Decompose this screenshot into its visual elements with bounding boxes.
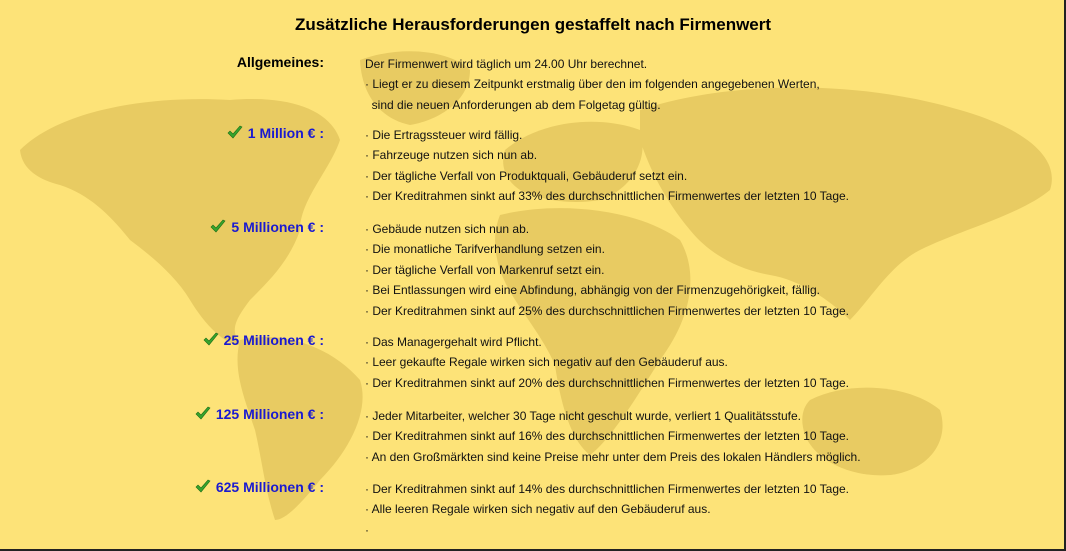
tier-label [203,332,324,348]
tier-description [365,54,820,115]
tier-description [365,219,849,321]
description-line: Der Firmenwert wird täglich um 24.00 Uhr berechnet. [365,57,648,71]
check-icon [203,332,219,346]
tier-label-text: 625 Millionen € : [215,479,324,495]
check-icon [195,479,211,493]
page-title: Zusätzliche Herausforderungen gestaffelt nach Firmenwert [294,15,772,34]
tier-label-text: 25 Millionen € : [223,332,324,348]
description-line: · Leer gekaufte Regale wirken sich negativ auf den Gebäuderuf aus. [365,355,728,370]
description-line: · [365,522,369,537]
description-line: · Alle leeren Regale wirken sich negativ auf den Gebäuderuf aus. [365,502,711,517]
tier-description [365,406,861,467]
description-line: · Liegt er zu diesem Zeitpunkt erstmalig über den im folgenden angegebenen Werten, [365,77,820,92]
description-line: · Jeder Mitarbeiter, welcher 30 Tage nicht geschult wurde, verliert 1 Qualitätsstufe. [365,409,801,423]
tier-description [365,125,849,207]
tier-description [365,332,849,393]
description-line: · Die Ertragssteuer wird fällig. [365,128,523,142]
tier-label [195,406,324,422]
check-icon [195,406,211,420]
description-line: · An den Großmärkten sind keine Preise mehr unter dem Preis des lokalen Händlers möglich. [365,449,861,464]
description-line: · Gebäude nutzen sich nun ab. [365,222,530,236]
description-line: · Der Kreditrahmen sinkt auf 20% des durchschnittlichen Firmenwertes der letzten 10 Tage. [365,375,850,390]
description-line: · Der tägliche Verfall von Produktquali, Gebäuderuf setzt ein. [365,168,688,183]
tier-label-text: Allgemeines: [236,54,324,70]
check-icon [210,219,226,233]
tier-label [195,479,324,495]
description-line: · Der Kreditrahmen sinkt auf 25% des durchschnittlichen Firmenwertes der letzten 10 Tage. [365,303,850,318]
description-line: · Bei Entlassungen wird eine Abfindung, abhängig von der Firmenzugehörigkeit, fällig. [365,283,820,298]
description-line: sind die neuen Anforderungen ab dem Folgetag gültig. [365,97,661,112]
description-line: · Der Kreditrahmen sinkt auf 14% des durchschnittlichen Firmenwertes der letzten 10 Tage. [365,482,850,496]
tier-label-text: 1 Million € : [247,125,324,141]
tier-label [237,54,324,70]
tier-label-text: 125 Millionen € : [215,406,324,422]
tier-label [210,219,324,235]
description-line: · Das Managergehalt wird Pflicht. [365,335,542,349]
description-line: · Der Kreditrahmen sinkt auf 16% des durchschnittlichen Firmenwertes der letzten 10 Tage. [365,429,850,444]
description-line: · Der Kreditrahmen sinkt auf 33% des durchschnittlichen Firmenwertes der letzten 10 Tage. [365,189,850,204]
tier-description [365,479,849,540]
tier-label-text: 5 Millionen € : [231,219,324,235]
description-line: · Der tägliche Verfall von Markenruf setzt ein. [365,262,605,277]
tier-label [227,125,324,141]
description-line: · Die monatliche Tarifverhandlung setzen ein. [365,242,605,257]
description-line: · Fahrzeuge nutzen sich nun ab. [365,148,538,163]
check-icon [227,125,243,139]
